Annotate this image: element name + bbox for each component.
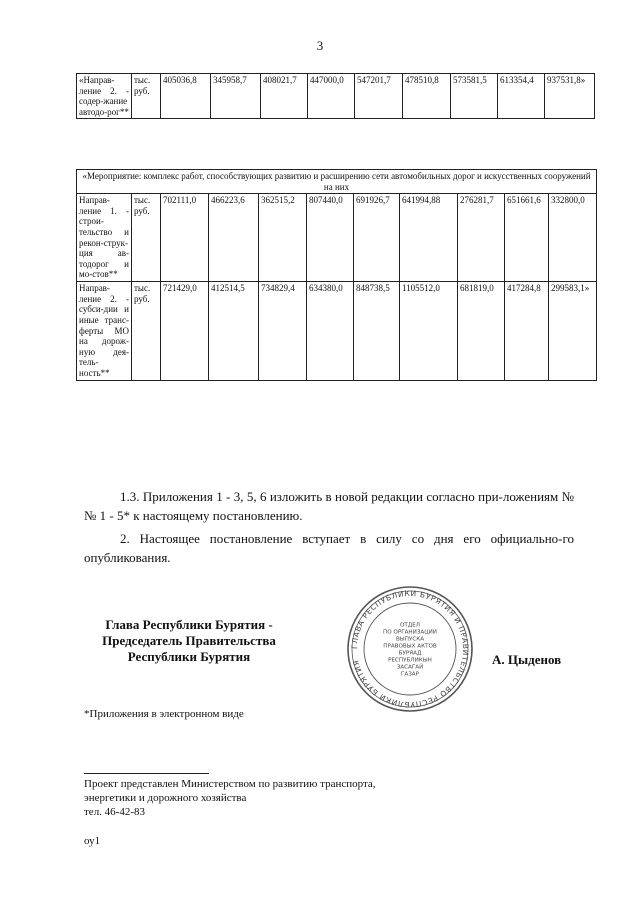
unit-cell: тыс. руб. — [132, 194, 161, 282]
signer-title-line: Председатель Правительства — [102, 633, 276, 648]
funding-table-maintenance — [76, 73, 595, 119]
value-cell: 702111,0 — [161, 194, 209, 282]
value-cell: 734829,4 — [259, 282, 307, 380]
direction-cell: Направ-ление 1. - строи-тельство и рекон-струк-ция ав-тодорог и мо-стов** — [77, 194, 132, 282]
paragraph-effective-date-text: 2. Настоящее постановление вступает в силу со дня его официально-го опубликования. — [84, 531, 574, 565]
value-cell: 478510,8 — [403, 74, 451, 119]
value-cell: 937531,8» — [545, 74, 595, 119]
stamp-inner-line: ВЫПУСКА — [395, 636, 425, 643]
funding-table-roadworks — [76, 169, 597, 381]
table-row — [77, 74, 595, 119]
value-cell: 447000,0 — [308, 74, 355, 119]
value-cell: 299583,1» — [549, 282, 597, 380]
signer-title — [84, 617, 294, 665]
footer-phone: тел. 46-42-83 — [84, 806, 146, 818]
value-cell: 412514,5 — [209, 282, 259, 380]
value-cell: 848738,5 — [354, 282, 400, 380]
stamp-inner-line: РЕСПУБЛИКЫН — [388, 657, 432, 664]
value-cell: 408021,7 — [261, 74, 308, 119]
footer-divider — [84, 773, 209, 774]
value-cell: 405036,8 — [161, 74, 211, 119]
funding-table-maintenance-body — [77, 74, 595, 119]
value-cell: 681819,0 — [458, 282, 505, 380]
value-cell: 362515,2 — [259, 194, 307, 282]
stamp-ring-text: ГЛАВА РЕСПУБЛИКИ БУРЯТИЯ И ПРАВИТЕЛЬСТВО РЕСПУБЛИКИ БУРЯТИЯ — [349, 588, 471, 710]
value-cell: 691926,7 — [354, 194, 400, 282]
footer-line: энергетики и дорожного хозяйства — [84, 792, 247, 804]
signer-title-line: Глава Республики Бурятия - — [105, 617, 273, 632]
funding-table-roadworks-body — [77, 170, 597, 381]
value-cell: 547201,7 — [355, 74, 403, 119]
value-cell: 641994,88 — [400, 194, 458, 282]
value-cell: 651661,6 — [505, 194, 549, 282]
paragraph-effective-date — [84, 529, 574, 567]
value-cell: 417284,8 — [505, 282, 549, 380]
paragraph-appendices — [84, 487, 574, 525]
value-cell: 613354,4 — [498, 74, 545, 119]
value-cell: 345958,7 — [211, 74, 261, 119]
unit-cell: тыс. руб. — [132, 74, 161, 119]
appendix-note: *Приложения в электронном виде — [84, 708, 244, 720]
signer-name: А. Цыденов — [492, 652, 562, 667]
event-header-row — [77, 170, 597, 194]
stamp-inner-line: ЗАСАГАЙ — [396, 664, 424, 671]
direction-cell: Направ-ление 2. - субси-дии и иные транс-ферты МО на дорож-ную дея-тель-ность** — [77, 282, 132, 380]
stamp-inner-line: ОТДЕЛ — [400, 622, 420, 629]
unit-cell: тыс. руб. — [132, 282, 161, 380]
stamp-inner-line: ПО ОРГАНИЗАЦИИ — [383, 629, 437, 636]
value-cell: 634380,0 — [307, 282, 354, 380]
value-cell: 332800,0 — [549, 194, 597, 282]
value-cell: 721429,0 — [161, 282, 209, 380]
stamp-inner-line: БУРЯАД — [398, 650, 422, 657]
document-code: оу1 — [84, 835, 101, 847]
table-row — [77, 282, 597, 380]
stamp-inner-line: ГАЗАР — [400, 671, 420, 678]
value-cell: 807440,0 — [307, 194, 354, 282]
footer-line: Проект представлен Министерством по развитию транспорта, — [84, 778, 376, 790]
event-title: «Мероприятие: комплекс работ, способствующих развитию и расширению сети автомобильных дорог и искусственных сооружений на них — [77, 170, 597, 194]
direction-cell: «Направ-ление 2. - содер-жание автодо-рог** — [77, 74, 132, 119]
value-cell: 573581,5 — [451, 74, 498, 119]
table-row — [77, 194, 597, 282]
value-cell: 466223,6 — [209, 194, 259, 282]
official-seal-stamp — [345, 584, 475, 714]
footer-project-info — [84, 777, 376, 819]
page-number: 3 — [316, 38, 324, 53]
value-cell: 1105512,0 — [400, 282, 458, 380]
paragraph-appendices-text: 1.3. Приложения 1 - 3, 5, 6 изложить в новой редакции согласно при-ложениям №№ 1 - 5* к настоящему постановлению. — [84, 489, 574, 523]
stamp-inner-line: ПРАВОВЫХ АКТОВ — [383, 643, 437, 650]
value-cell: 276281,7 — [458, 194, 505, 282]
signer-title-line: Республики Бурятия — [127, 649, 251, 664]
